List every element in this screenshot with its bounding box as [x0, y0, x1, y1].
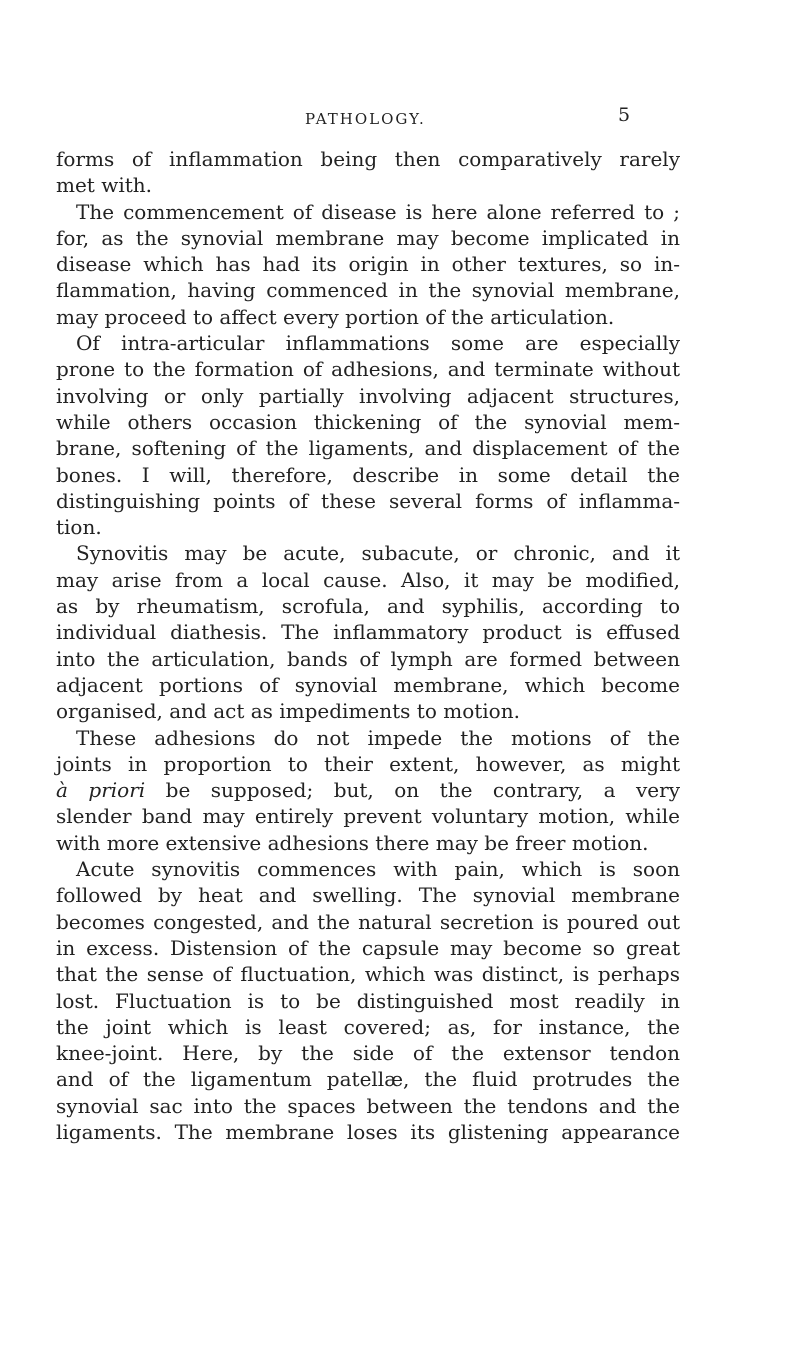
text-line: followed by heat and swelling. The synovial membrane [56, 883, 680, 908]
page-number: 5 [618, 104, 631, 126]
text-line: while others occasion thickening of the synovial mem- [56, 409, 680, 434]
line-remainder: be supposed; but, on the contrary, a very [145, 778, 680, 803]
text-line: with more extensive adhesions there may be freer motion. [56, 830, 649, 855]
text-line: may proceed to affect every portion of the articulation. [56, 304, 615, 329]
text-line: adjacent portions of synovial membrane, which become [56, 672, 680, 697]
text-line: disease which has had its origin in other textures, so in- [56, 252, 680, 277]
text-line: The commencement of disease is here alone referred to ; [76, 199, 680, 224]
body-text [56, 146, 680, 1145]
text-line: Of intra-articular inflammations some are especially [76, 331, 680, 356]
text-line: Synovitis may be acute, subacute, or chronic, and it [76, 541, 680, 566]
text-line: lost. Fluctuation is to be distinguished most readily in [56, 988, 680, 1013]
text-line: knee-joint. Here, by the side of the extensor tendon [56, 1041, 680, 1066]
text-line: may arise from a local cause. Also, it may be modified, [56, 567, 680, 592]
text-line [56, 777, 680, 803]
text-line: ligaments. The membrane loses its glistening appearance [56, 1119, 680, 1144]
text-line: prone to the formation of adhesions, and terminate without [56, 357, 680, 382]
text-line: Acute synovitis commences with pain, which is soon [76, 857, 680, 882]
text-line: and of the ligamentum patellæ, the fluid protrudes the [56, 1067, 680, 1092]
text-line: the joint which is least covered; as, for instance, the [56, 1014, 680, 1039]
text-line: organised, and act as impediments to motion. [56, 699, 520, 724]
text-line: distinguishing points of these several forms of inflamma- [56, 488, 680, 513]
text-line: brane, softening of the ligaments, and displacement of the [56, 436, 680, 461]
text-line: forms of inflammation being then comparatively rarely [56, 147, 680, 171]
text-line: for, as the synovial membrane may become implicated in [56, 225, 680, 250]
text-line: synovial sac into the spaces between the tendons and the [56, 1093, 680, 1118]
text-line: as by rheumatism, scrofula, and syphilis, according to [56, 594, 680, 619]
text-line: involving or only partially involving adjacent structures, [56, 383, 680, 408]
text-line: that the sense of fluctuation, which was distinct, is perhaps [56, 962, 680, 987]
text-line: bones. I will, therefore, describe in some detail the [56, 462, 680, 487]
text-line: becomes congested, and the natural secretion is poured out [56, 909, 680, 934]
running-title: PATHOLOGY. [305, 110, 426, 128]
text-line: met with. [56, 173, 152, 198]
text-line: These adhesions do not impede the motions of the [76, 725, 680, 750]
text-line: individual diathesis. The inflammatory product is effused [56, 620, 680, 645]
page-header [0, 104, 800, 134]
text-line: joints in proportion to their extent, however, as might [56, 751, 680, 776]
text-line: slender band may entirely prevent voluntary motion, while [56, 804, 680, 829]
text-line: into the articulation, bands of lymph are formed between [56, 646, 680, 671]
italic-phrase: à priori [56, 778, 146, 803]
text-line: tion. [56, 515, 102, 540]
text-line: flammation, having commenced in the synovial membrane, [56, 278, 680, 303]
text-line: in excess. Distension of the capsule may become so great [56, 935, 680, 960]
